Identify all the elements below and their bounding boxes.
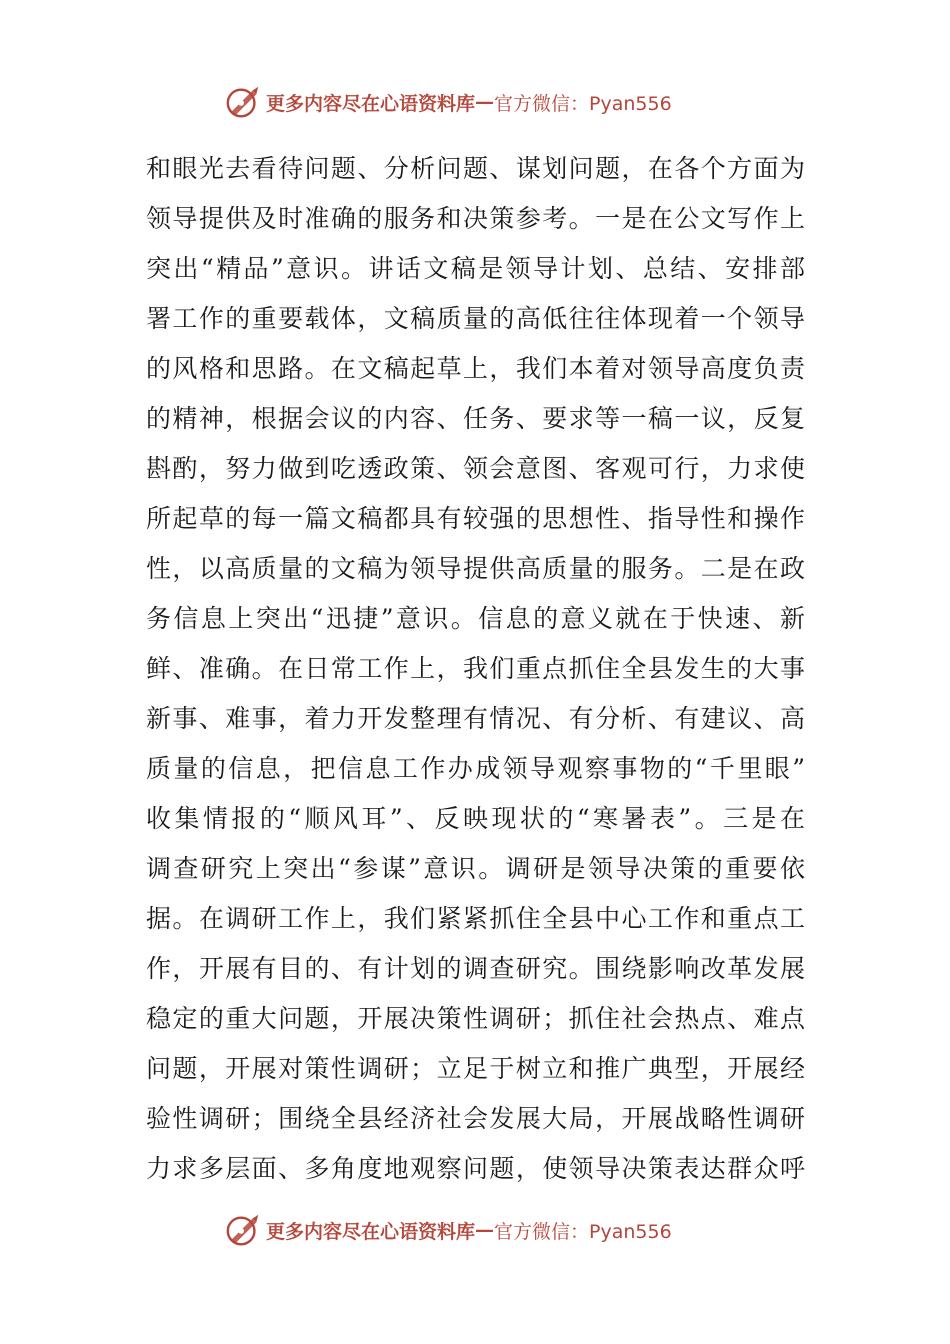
body-line: 领导提供及时准确的服务和决策参考。一是在公文写作上 bbox=[146, 204, 806, 233]
banner-main-text: 更多内容尽在心语资料库 bbox=[266, 92, 476, 115]
body-line: 问题，开展对策性调研；立足于树立和推广典型，开展经 bbox=[146, 1054, 806, 1083]
header-banner bbox=[224, 82, 724, 122]
banner-dash: — bbox=[475, 1219, 495, 1241]
body-line: 鲜、准确。在日常工作上，我们重点抓住全县发生的大事 bbox=[146, 654, 806, 683]
pen-logo-icon bbox=[224, 1211, 262, 1249]
banner-dash: — bbox=[475, 91, 495, 113]
body-line: 稳定的重大问题，开展决策性调研；抓住社会热点、难点 bbox=[146, 1004, 806, 1033]
body-line: 署工作的重要载体，文稿质量的高低往往体现着一个领导 bbox=[146, 304, 806, 333]
body-line: 斟酌，努力做到吃透政策、领会意图、客观可行，力求使 bbox=[146, 454, 806, 483]
body-line: 收集情报的“顺风耳”、反映现状的“寒暑表”。三是在 bbox=[146, 804, 806, 833]
banner-main-text: 更多内容尽在心语资料库 bbox=[266, 1220, 476, 1243]
body-line: 力求多层面、多角度地观察问题，使领导决策表达群众呼 bbox=[146, 1154, 806, 1183]
body-line: 调查研究上突出“参谋”意识。调研是领导决策的重要依 bbox=[146, 854, 806, 883]
document-body bbox=[146, 144, 806, 1194]
body-line: 质量的信息，把信息工作办成领导观察事物的“千里眼” bbox=[146, 754, 806, 783]
body-line: 新事、难事，着力开发整理有情况、有分析、有建议、高 bbox=[146, 704, 806, 733]
body-line: 的风格和思路。在文稿起草上，我们本着对领导高度负责 bbox=[146, 354, 806, 383]
body-line: 和眼光去看待问题、分析问题、谋划问题，在各个方面为 bbox=[146, 154, 806, 183]
body-line: 验性调研；围绕全县经济社会发展大局，开展战略性调研 bbox=[146, 1104, 806, 1133]
body-line: 所起草的每一篇文稿都具有较强的思想性、指导性和操作 bbox=[146, 504, 806, 533]
footer-banner bbox=[224, 1210, 724, 1250]
body-line: 的精神，根据会议的内容、任务、要求等一稿一议，反复 bbox=[146, 404, 806, 433]
body-line: 据。在调研工作上，我们紧紧抓住全县中心工作和重点工 bbox=[146, 904, 806, 933]
body-line: 作，开展有目的、有计划的调查研究。围绕影响改革发展 bbox=[146, 954, 806, 983]
body-line: 性，以高质量的文稿为领导提供高质量的服务。二是在政 bbox=[146, 554, 806, 583]
banner-contact-text: 官方微信：Pyan556 bbox=[494, 1220, 672, 1243]
banner-contact-text: 官方微信：Pyan556 bbox=[494, 92, 672, 115]
pen-logo-icon bbox=[224, 83, 262, 121]
body-line: 务信息上突出“迅捷”意识。信息的意义就在于快速、新 bbox=[146, 604, 806, 633]
body-line: 突出“精品”意识。讲话文稿是领导计划、总结、安排部 bbox=[146, 254, 806, 283]
